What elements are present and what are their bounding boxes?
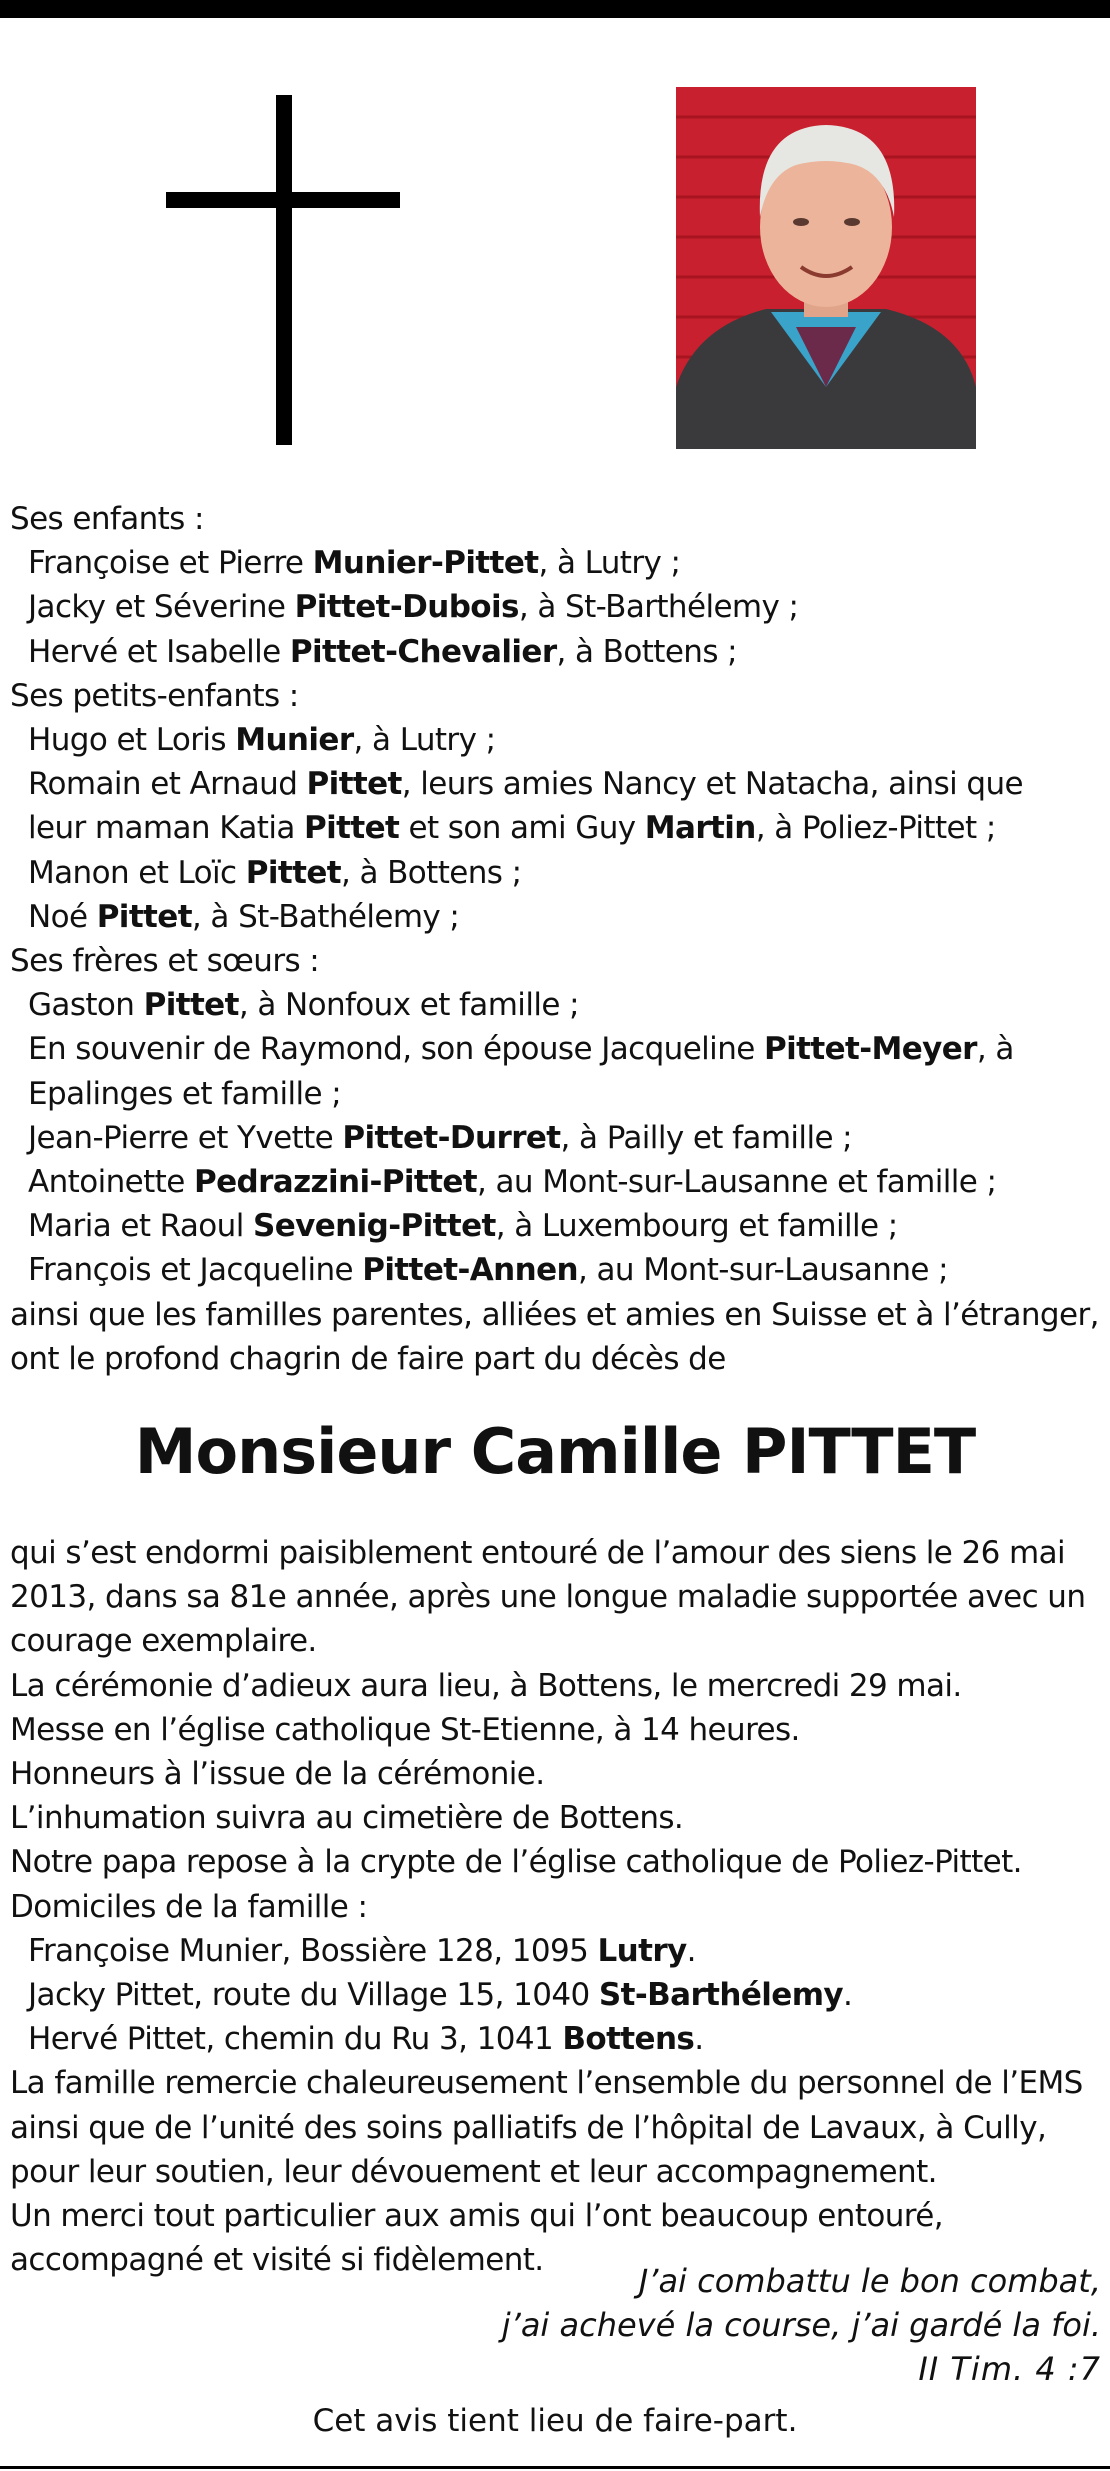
list-item: Maria et Raoul Sevenig-Pittet, à Luxembourg et famille ; [28,1208,898,1245]
top-border [0,0,1110,18]
list-item: Jacky et Séverine Pittet-Dubois, à St-Barthélemy ; [28,589,799,626]
list-item: Jean-Pierre et Yvette Pittet-Durret, à Pailly et famille ; [28,1119,853,1156]
siblings-heading: Ses frères et sœurs : [10,943,320,980]
bottom-border [0,2466,1110,2469]
cross-icon [166,95,400,445]
ceremony-details [10,1531,1105,2282]
portrait-photo [676,87,976,449]
list-item: François et Jacqueline Pittet-Annen, au Mont-sur-Lausanne ; [28,1252,948,1289]
list-item: Françoise et Pierre Munier-Pittet, à Lutry ; [28,545,681,582]
list-item: En souvenir de Raymond, son épouse Jacqueline Pittet-Meyer, à [28,1031,1014,1068]
domicile-item: Hervé Pittet, chemin du Ru 3, 1041 Bottens. [28,2021,704,2058]
detail-line: La cérémonie d’adieux aura lieu, à Bottens, le mercredi 29 mai. [10,1667,962,1704]
children-heading: Ses enfants : [10,501,204,537]
deceased-name-heading: Monsieur Camille PITTET [134,1415,976,1488]
detail-line: courage exemplaire. [10,1623,317,1660]
grandchildren-heading: Ses petits-enfants : [10,677,299,714]
list-item: Hervé et Isabelle Pittet-Chevalier, à Bottens ; [28,633,737,670]
detail-line: Messe en l’église catholique St-Etienne, à 14 heures. [10,1711,800,1748]
detail-line: Notre papa repose à la crypte de l’église catholique de Poliez-Pittet. [10,1844,1022,1881]
thanks-line: Un merci tout particulier aux amis qui l’ont beaucoup entouré, [10,2198,943,2235]
list-item: Romain et Arnaud Pittet, leurs amies Nancy et Natacha, ainsi que [28,766,1024,803]
list-item: Hugo et Loris Munier, à Lutry ; [28,722,496,759]
domicile-item: Jacky Pittet, route du Village 15, 1040 St-Barthélemy. [28,1977,853,2014]
detail-line: 2013, dans sa 81e année, après une longue maladie supportée avec un [10,1579,1086,1616]
detail-line: Honneurs à l’issue de la cérémonie. [10,1756,545,1793]
list-item: Noé Pittet, à St-Bathélemy ; [28,898,460,935]
closing-line: ont le profond chagrin de faire part du décès de [10,1340,726,1377]
list-item: leur maman Katia Pittet et son ami Guy Martin, à Poliez-Pittet ; [28,810,996,847]
quote-reference: II Tim. 4 :7 [918,2350,1101,2388]
scripture-quote [101,2259,1101,2391]
detail-line: L’inhumation suivra au cimetière de Bottens. [10,1800,684,1837]
closing-line: ainsi que les familles parentes, alliées et amies en Suisse et à l’étranger, [10,1296,1099,1333]
list-item: Antoinette Pedrazzini-Pittet, au Mont-sur-Lausanne et famille ; [28,1164,997,1201]
quote-line: j’ai achevé la course, j’ai gardé la foi. [501,2306,1101,2344]
footer-note: Cet avis tient lieu de faire-part. [312,2403,798,2439]
list-item: Gaston Pittet, à Nonfoux et famille ; [28,987,579,1024]
domicile-item: Françoise Munier, Bossière 128, 1095 Lutry. [28,1932,696,1969]
thanks-line: pour leur soutien, leur dévouement et leur accompagnement. [10,2153,937,2190]
survivors-list [10,497,1105,1381]
thanks-line: ainsi que de l’unité des soins palliatifs de l’hôpital de Lavaux, à Cully, [10,2109,1047,2146]
thanks-line: La famille remercie chaleureusement l’ensemble du personnel de l’EMS [10,2065,1083,2102]
list-item: Epalinges et famille ; [28,1075,342,1112]
detail-line: qui s’est endormi paisiblement entouré de l’amour des siens le 26 mai [10,1535,1066,1571]
domiciles-heading: Domiciles de la famille : [10,1888,368,1925]
list-item: Manon et Loïc Pittet, à Bottens ; [28,854,522,891]
thanks-line: accompagné et visité si fidèlement. [10,2242,544,2279]
quote-line: J’ai combattu le bon combat, [638,2262,1101,2300]
